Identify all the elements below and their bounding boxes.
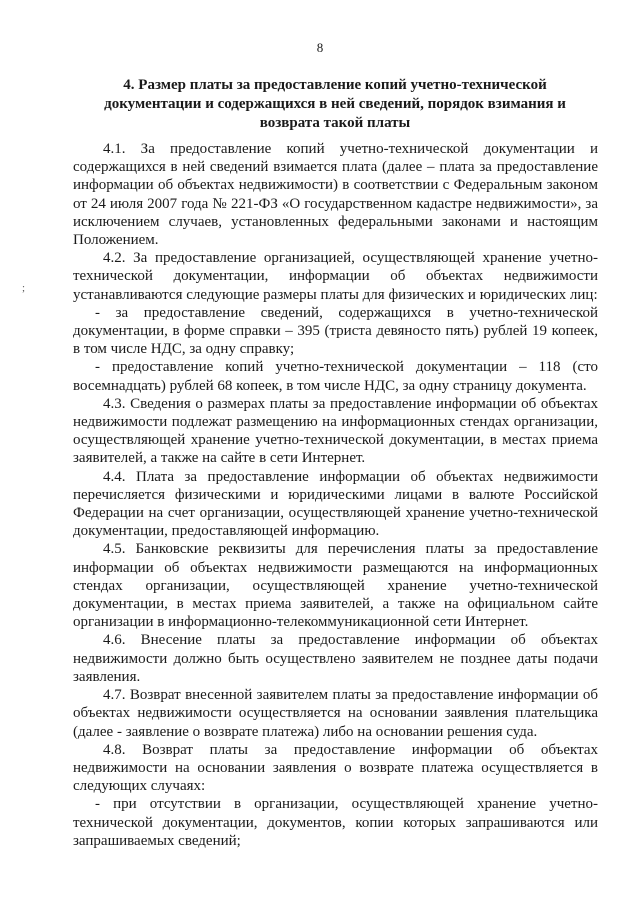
refund-case-item: - при отсутствии в организации, осуществляющей хранение учетно-технической документации, документов, копии которых запрашиваются или запрашиваемых сведений; — [73, 796, 598, 849]
document-body — [73, 140, 598, 850]
paragraph-4-2: 4.2. За предоставление организацией, осуществляющей хранение учетно-технической документации, информации об объектах недвижимости устанавливаются следующие размеры платы для физических и юридических лиц: — [73, 250, 598, 303]
paragraph-4-5: 4.5. Банковские реквизиты для перечисления платы за предоставление информации об объектах недвижимости размещаются на информационных стендах организации, осуществляющей хранение учетно-технической документации, в местах приема заявителей, а также на официальном сайте организации в информационно-телекоммуникационной сети Интернет. — [73, 541, 598, 631]
page-number: 8 — [316, 40, 324, 55]
fee-item-certificate: - за предоставление сведений, содержащихся в учетно-технической документации, в форме справки – 395 (триста девяносто пять) рублей 19 копеек, в том числе НДС, за одну справку; — [73, 304, 598, 358]
fee-item-copies: - предоставление копий учетно-технической документации – 118 (сто восемнадцать) рублей 68 копеек, в том числе НДС, за одну страницу документа. — [73, 359, 598, 394]
paragraph-4-3: 4.3. Сведения о размерах платы за предоставление информации об объектах недвижимости подлежат размещению на информационных стендах организации, осуществляющей хранение учетно-технической документации, в местах приема заявителей, а также на сайте в сети Интернет. — [73, 395, 598, 467]
paragraph-4-6: 4.6. Внесение платы за предоставление информации об объектах недвижимости должно быть осуществлено заявителем не позднее даты подачи заявления. — [73, 632, 598, 685]
section-heading: 4. Размер платы за предоставление копий учетно-технической документации и содержащихся в ней сведений, порядок взимания и возврата такой платы — [104, 77, 566, 131]
margin-mark: ; — [22, 282, 26, 294]
paragraph-4-4: 4.4. Плата за предоставление информации об объектах недвижимости перечисляется физическими и юридическими лицами в валюте Российской Федерации на счет организации, осуществляющей хранение учетно-технической документации, предоставляющей информацию. — [73, 468, 598, 540]
paragraph-4-1: 4.1. За предоставление копий учетно-технической документации и содержащихся в ней сведений взимается плата (далее – плата за предоставление информации об объектах недвижимости) в соответствии с Федеральным законом от 24 июля 2007 года № 221-ФЗ «О государственном кадастре недвижимости», за исключением случаев, установленных федеральными законами и настоящим Положением. — [73, 141, 598, 249]
paragraph-4-8: 4.8. Возврат платы за предоставление информации об объектах недвижимости на основании заявления о возврате платежа осуществляется в следующих случаях: — [73, 741, 598, 795]
paragraph-4-7: 4.7. Возврат внесенной заявителем платы за предоставление информации об объектах недвижимости осуществляется на основании заявления плательщика (далее - заявление о возврате платежа) либо на основании решения суда. — [73, 687, 598, 740]
